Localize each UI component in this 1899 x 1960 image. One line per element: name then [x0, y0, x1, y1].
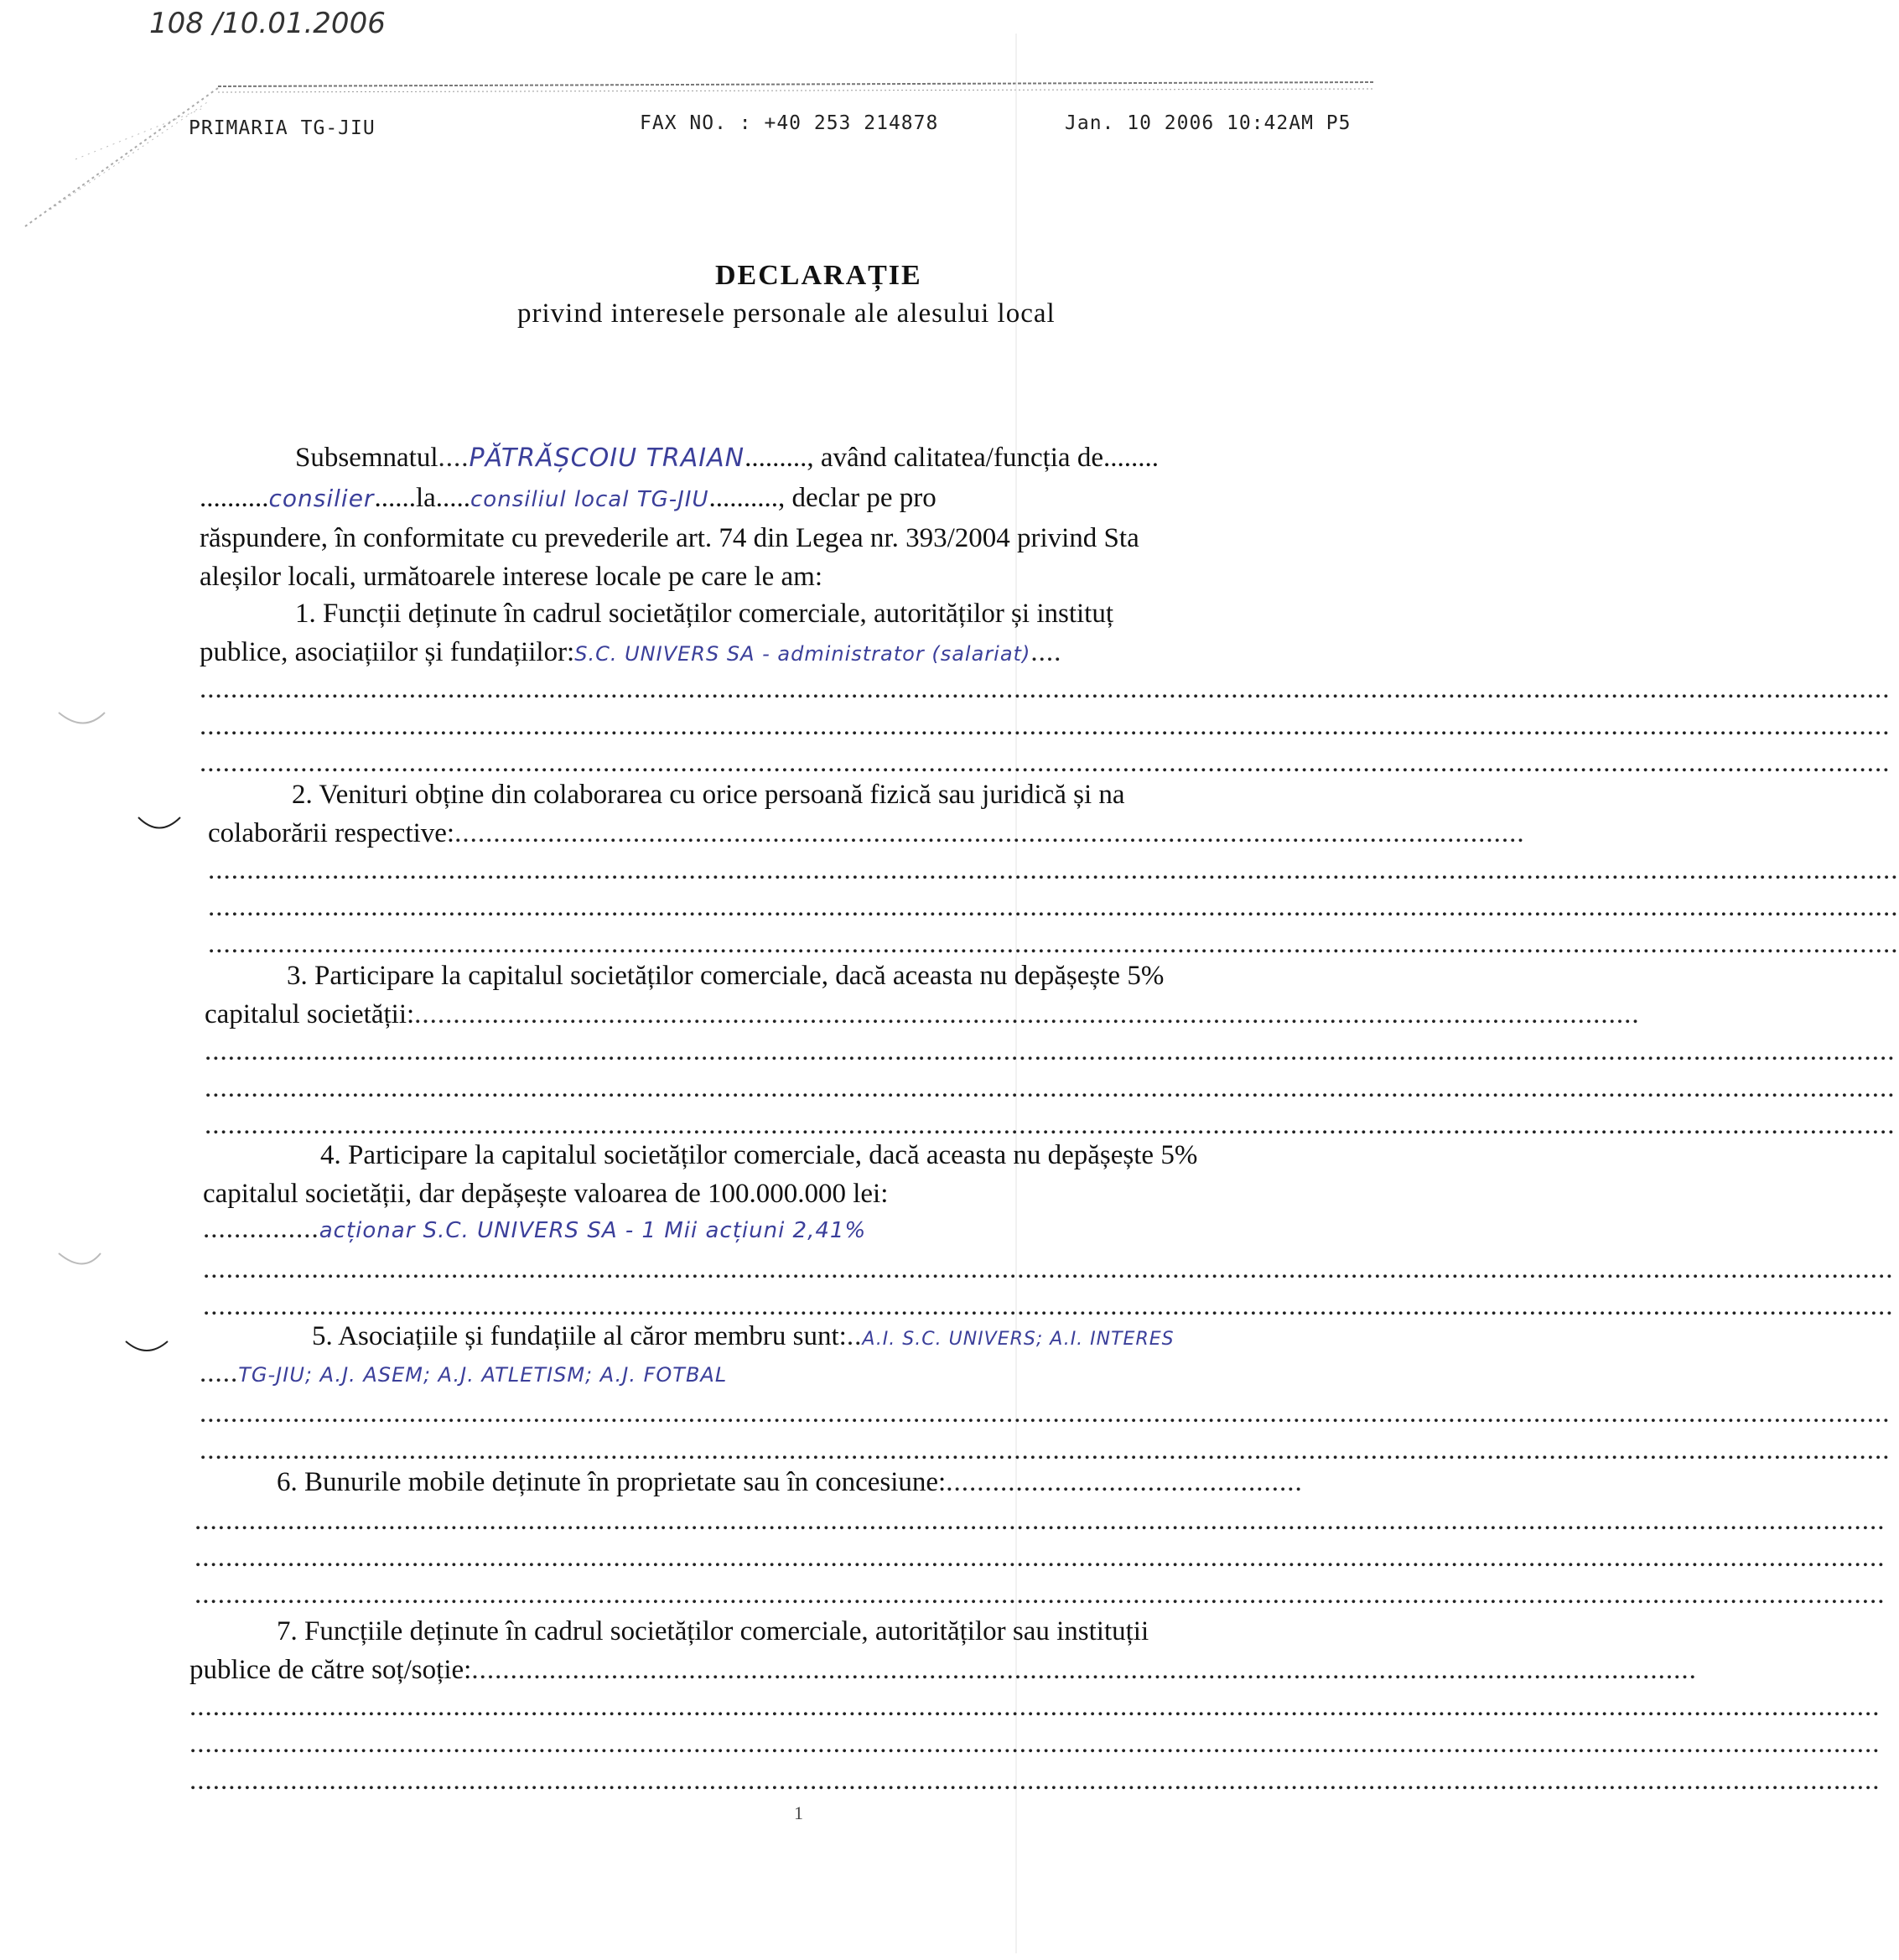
handwritten-role: consilier — [268, 485, 375, 512]
dotted-line: .......................................................................................................................................................................................................................... — [200, 1435, 1891, 1465]
dotted-line: .......................................................................................................................................................................................................................... — [200, 674, 1891, 704]
intro-line-2: ..........consilier......la.....consiliul local TG-JIU.........., declar pe pro — [200, 483, 937, 513]
fax-sender: PRIMARIA TG-JIU — [189, 117, 376, 139]
dotted-line: .......................................................................................................................................................................................................................... — [208, 855, 1899, 885]
section-4-heading: 4. Participare la capitalul societăților comerciale, dacă aceasta nu depășește 5% — [320, 1140, 1198, 1170]
section-7-heading: 7. Funcțiile deținute în cadrul societăților comerciale, autorităților sau instituții — [277, 1616, 1149, 1646]
handwritten-name: PĂTRĂȘCOIU TRAIAN — [469, 443, 745, 473]
dotted-line: .......................................................................................................................................................................................................................... — [200, 1398, 1891, 1429]
section-2-line-2: colaborării respective:.......................................................................................................................................... — [208, 818, 1525, 848]
page-subtitle: privind interesele personale ale alesului local — [517, 298, 1056, 329]
section-3-line-2: capitalul societății:.............................................................................................................................................................. — [205, 999, 1640, 1029]
dotted-line: .......................................................................................................................................................................................................................... — [200, 711, 1891, 741]
section-1-heading: 1. Funcții deținute în cadrul societăților comerciale, autorităților și instituț — [295, 599, 1113, 629]
fax-number: FAX NO. : +40 253 214878 — [640, 112, 939, 134]
handwritten-council: consiliul local TG-JIU — [470, 487, 709, 512]
intro-line-4: aleșilor locali, următoarele interese locale pe care le am: — [200, 562, 823, 592]
handwritten-answer-4: acționar S.C. UNIVERS SA - 1 Mii acțiuni 2,41% — [319, 1218, 867, 1243]
dotted-line: .......................................................................................................................................................................................................................... — [195, 1543, 1886, 1573]
binder-hole-marks — [0, 0, 201, 1960]
dotted-line: .......................................................................................................................................................................................................................... — [203, 1254, 1894, 1284]
section-5-line-2: .....TG-JIU; A.J. ASEM; A.J. ATLETISM; A.J. FOTBAL — [200, 1358, 728, 1388]
dotted-line: .......................................................................................................................................................................................................................... — [189, 1766, 1881, 1796]
section-4-line-2: capitalul societății, dar depășește valoarea de 100.000.000 lei: — [203, 1179, 889, 1209]
section-1-line-2: publice, asociațiilor și fundațiilor:S.C. UNIVERS SA - administrator (salariat).... — [200, 637, 1062, 667]
intro-line-3: răspundere, în conformitate cu prevederile art. 74 din Legea nr. 393/2004 privind Sta — [200, 523, 1139, 553]
intro-line-1: Subsemnatul....PĂTRĂȘCOIU TRAIAN........., având calitatea/funcția de........ — [295, 443, 1159, 473]
section-7-line-2: publice de către soț/soție:.............................................................................................................................................................. — [189, 1655, 1697, 1685]
dotted-line: .......................................................................................................................................................................................................................... — [195, 1506, 1886, 1536]
fax-datetime: Jan. 10 2006 10:42AM P5 — [1065, 112, 1352, 134]
section-5-heading: 5. Asociațiile și fundațiile al căror membru sunt:..A.I. S.C. UNIVERS; A.I. INTERES — [312, 1321, 1175, 1351]
section-2-heading: 2. Venituri obține din colaborarea cu orice persoană fizică sau juridică și na — [292, 780, 1125, 810]
dotted-line: .......................................................................................................................................................................................................................... — [189, 1692, 1881, 1722]
dotted-line: .......................................................................................................................................................................................................................... — [195, 1579, 1886, 1610]
registration-note: 108 /10.01.2006 — [149, 7, 386, 40]
dotted-line: .......................................................................................................................................................................................................................... — [205, 1073, 1896, 1103]
handwritten-answer-5a: A.I. S.C. UNIVERS; A.I. INTERES — [862, 1329, 1175, 1350]
section-6-heading: 6. Bunurile mobile deținute în proprietate sau în concesiune:.............................................. — [277, 1467, 1303, 1497]
dotted-line: .......................................................................................................................................................................................................................... — [208, 892, 1899, 922]
page-title: DECLARAȚIE — [715, 260, 922, 291]
handwritten-answer-5b: TG-JIU; A.J. ASEM; A.J. ATLETISM; A.J. FOTBAL — [238, 1363, 728, 1387]
dotted-line: .......................................................................................................................................................................................................................... — [208, 929, 1899, 959]
dotted-line: .......................................................................................................................................................................................................................... — [203, 1291, 1894, 1321]
dotted-line: .......................................................................................................................................................................................................................... — [200, 748, 1891, 778]
section-4-line-3: ...............acționar S.C. UNIVERS SA - 1 Mii acțiuni 2,41% — [203, 1214, 867, 1244]
dotted-line: .......................................................................................................................................................................................................................... — [205, 1036, 1896, 1066]
page-number: 1 — [794, 1802, 803, 1823]
handwritten-answer-1: S.C. UNIVERS SA - administrator (salariat) — [574, 642, 1031, 666]
dotted-line: .......................................................................................................................................................................................................................... — [205, 1110, 1896, 1140]
section-3-heading: 3. Participare la capitalul societăților comerciale, dacă aceasta nu depășește 5% — [287, 961, 1165, 991]
dotted-line: .......................................................................................................................................................................................................................... — [189, 1729, 1881, 1759]
